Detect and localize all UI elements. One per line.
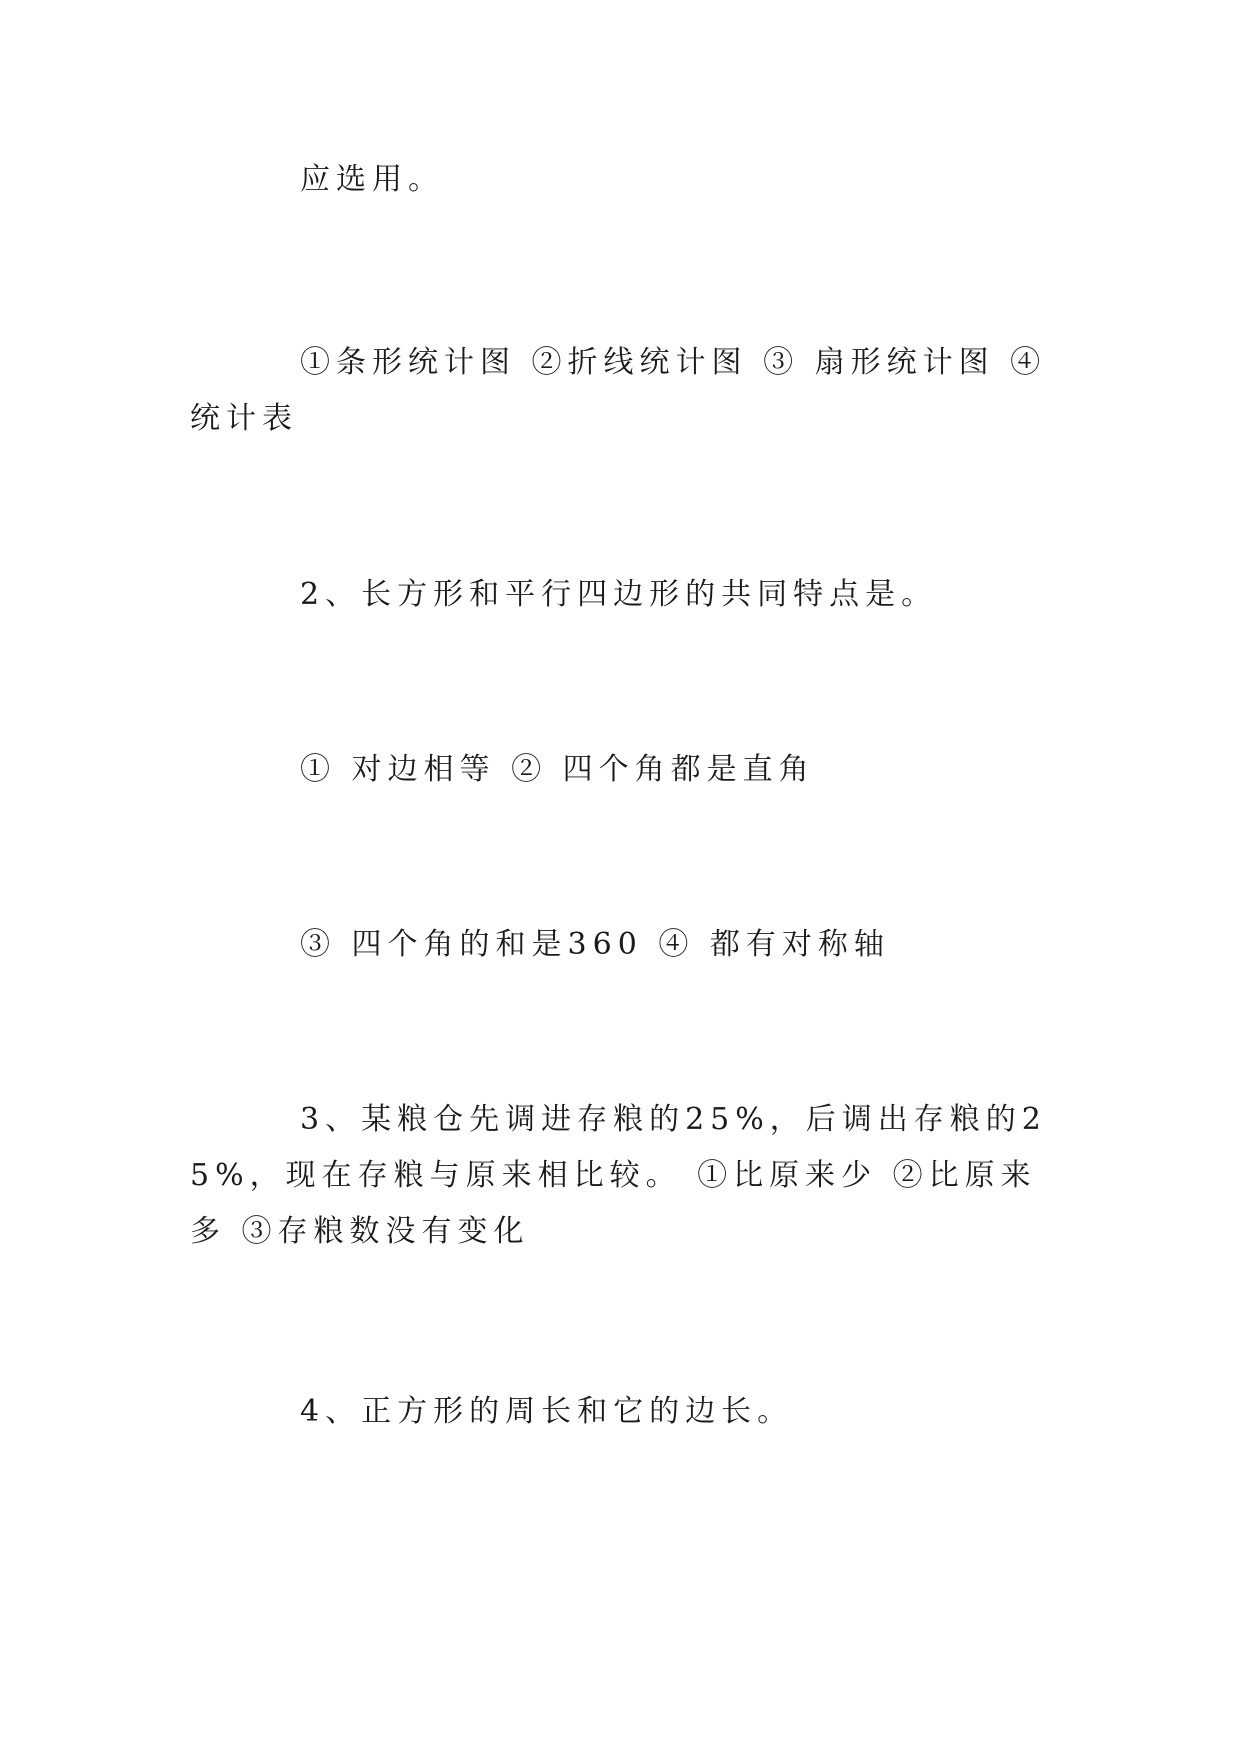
paragraph-3: 2、长方形和平行四边形的共同特点是。 xyxy=(300,577,938,612)
paragraph-2: ①条形统计图 ②折线统计图 ③ 扇形统计图 ④统计表 xyxy=(190,345,1047,436)
paragraph-7: 4、正方形的周长和它的边长。 xyxy=(300,1394,794,1429)
paragraph-6: 3、某粮仓先调进存粮的25%，后调出存粮的25%，现在存粮与原来相比较。 ①比原来少 ②比原来多 ③存粮数没有变化 xyxy=(190,1102,1047,1249)
paragraph-4: ① 对边相等 ② 四个角都是直角 xyxy=(300,752,815,787)
paragraph-1: 应选用。 xyxy=(300,162,444,197)
paragraph-5: ③ 四个角的和是360 ④ 都有对称轴 xyxy=(300,927,890,962)
